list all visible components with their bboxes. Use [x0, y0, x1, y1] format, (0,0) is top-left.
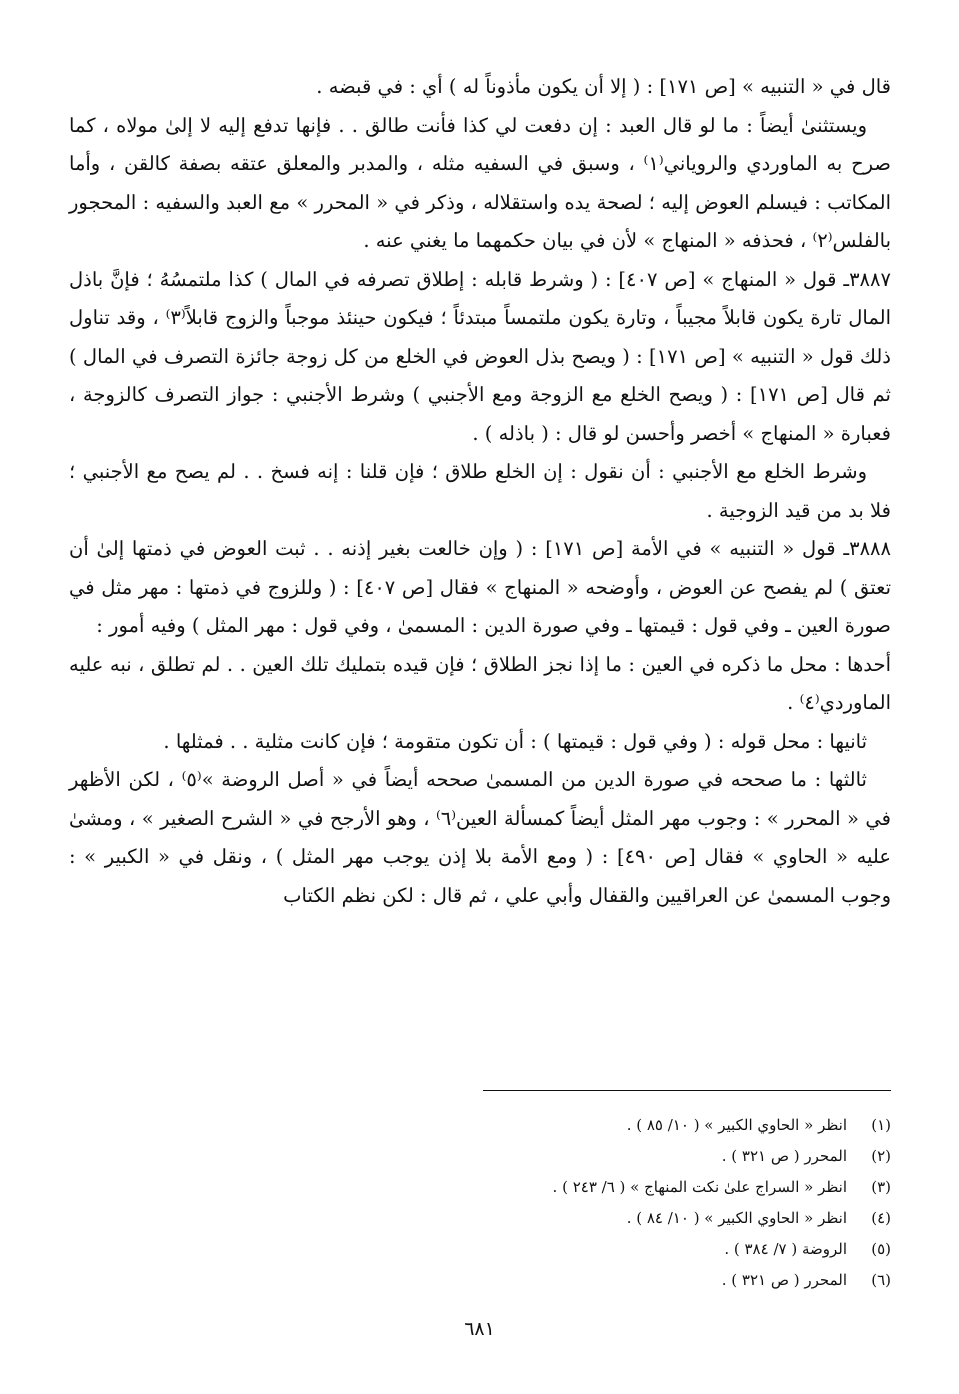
paragraph: ويستثنىٰ أيضاً : ما لو قال العبد : إن دفعت لي كذا فأنت طالق . . فإنها تدفع إليه لا إلىٰ مولاه ، كما صرح به الماوردي والروياني⁽١⁾ ، وسبق في السفيه مثله ، والمدبر والمعلق عتقه بصفة كالقن ، وأما المكاتب : فيسلم العوض إليه ؛ لصحة يده واستقلاله ، وذكر في « المحرر » مع العبد والسفيه : المحجور بالفلس⁽٢⁾ ، فحذفه « المنهاج » لأن في بيان حكمهما ما يغني عنه . — [69, 113, 891, 252]
footnote-item — [69, 1141, 891, 1172]
footnote-number: (٦) — [871, 1271, 891, 1289]
paragraph: ٣٨٨٨ـ قول « التنبيه » في الأمة [ص ١٧١] : ( وإن خالعت بغير إذنه . . ثبت العوض في ذمتها إلىٰ أن تعتق ) لم يفصح عن العوض ، وأوضحه « المنهاج » فقال [ص ٤٠٧] : ( وللزوج في ذمتها : مهر مثل في صورة العين ـ وفي قول : قيمتها ـ وفي صورة الدين : المسمىٰ ، وفي قول : مهر المثل ) وفيه أمور : — [69, 537, 892, 637]
footnote-text: المحرر ( ص ٣٢١ ) . — [721, 1271, 847, 1289]
footnote-item — [69, 1203, 891, 1234]
footnote-item — [69, 1110, 891, 1141]
footnote-item — [69, 1172, 891, 1203]
footnote-number: (٤) — [871, 1209, 891, 1227]
footnote-item — [69, 1234, 891, 1265]
paragraph: ٣٨٨٧ـ قول « المنهاج » [ص ٤٠٧] : ( وشرط قابله : إطلاق تصرفه في المال ) كذا ملتمسُهُ ؛ فإنَّ باذل المال تارة يكون قابلاً مجيباً ، وتارة يكون ملتمساً مبتدئاً ؛ فيكون حينئذ موجباً والزوج قابلاً⁽٣⁾ ، وقد تناول ذلك قول « التنبيه » [ص ١٧١] : ( ويصح بذل العوض في الخلع من كل زوجة جائزة التصرف في المال ) ثم قال [ص ١٧١] : ( ويصح الخلع مع الزوجة ومع الأجنبي ) وشرط الأجنبي : جواز التصرف كالزوجة ، فعبارة « المنهاج » أخصر وأحسن لو قال : ( باذله ) . — [69, 267, 891, 445]
footnote-text: الروضة ( ٧/ ٣٨٤ ) . — [724, 1240, 847, 1258]
footnote-text: انظر « الحاوي الكبير » ( ١٠/ ٨٥ ) . — [626, 1116, 847, 1134]
paragraph: وشرط الخلع مع الأجنبي : أن نقول : إن الخلع طلاق ؛ فإن قلنا : إنه فسخ . . لم يصح مع الأجنبي ؛ فلا بد من قيد الزوجية . — [69, 460, 891, 522]
footnote-text: المحرر ( ص ٣٢١ ) . — [721, 1147, 847, 1165]
footnotes — [69, 1110, 891, 1296]
main-text — [69, 68, 891, 915]
paragraph: ثالثها : ما صححه في صورة الدين من المسمىٰ صححه أيضاً في « أصل الروضة »⁽٥⁾ ، لكن الأظهر في « المحرر » : وجوب مهر المثل أيضاً كمسألة العين⁽٦⁾ ، وهو الأرجح في « الشرح الصغير » ، ومشىٰ عليه « الحاوي » فقال [ص ٤٩٠] : ( ومع الأمة بلا إذن يوجب مهر المثل ) ، ونقل في « الكبير » : وجوب المسمىٰ عن العراقيين والقفال وأبي علي ، ثم قال : لكن نظم الكتاب — [69, 768, 892, 907]
paragraph: أحدها : محل ما ذكره في العين : ما إذا نجز الطلاق ؛ فإن قيده بتمليك تلك العين . . لم تطلق ، نبه عليه الماوردي⁽٤⁾ . — [69, 652, 891, 714]
footnote-text: انظر « الحاوي الكبير » ( ١٠/ ٨٤ ) . — [626, 1209, 847, 1227]
page-number: ٦٨١ — [464, 1318, 495, 1340]
paragraph: قال في « التنبيه » [ص ١٧١] : ( إلا أن يكون مأذوناً له ) أي : في قبضه . — [316, 75, 891, 98]
footnote-number: (٢) — [871, 1147, 891, 1165]
footnote-item — [69, 1265, 891, 1296]
footnote-number: (١) — [871, 1116, 891, 1134]
footnote-number: (٥) — [871, 1240, 891, 1258]
footnote-text: انظر « السراج علىٰ نكت المنهاج » ( ٦/ ٢٤٣ ) . — [552, 1178, 847, 1196]
footnote-number: (٣) — [871, 1178, 891, 1196]
paragraph: ثانيها : محل قوله : ( وفي قول : قيمتها ) : أن تكون متقومة ؛ فإن كانت مثلية . . فمثلها . — [163, 729, 867, 753]
footnote-separator — [483, 1090, 891, 1091]
